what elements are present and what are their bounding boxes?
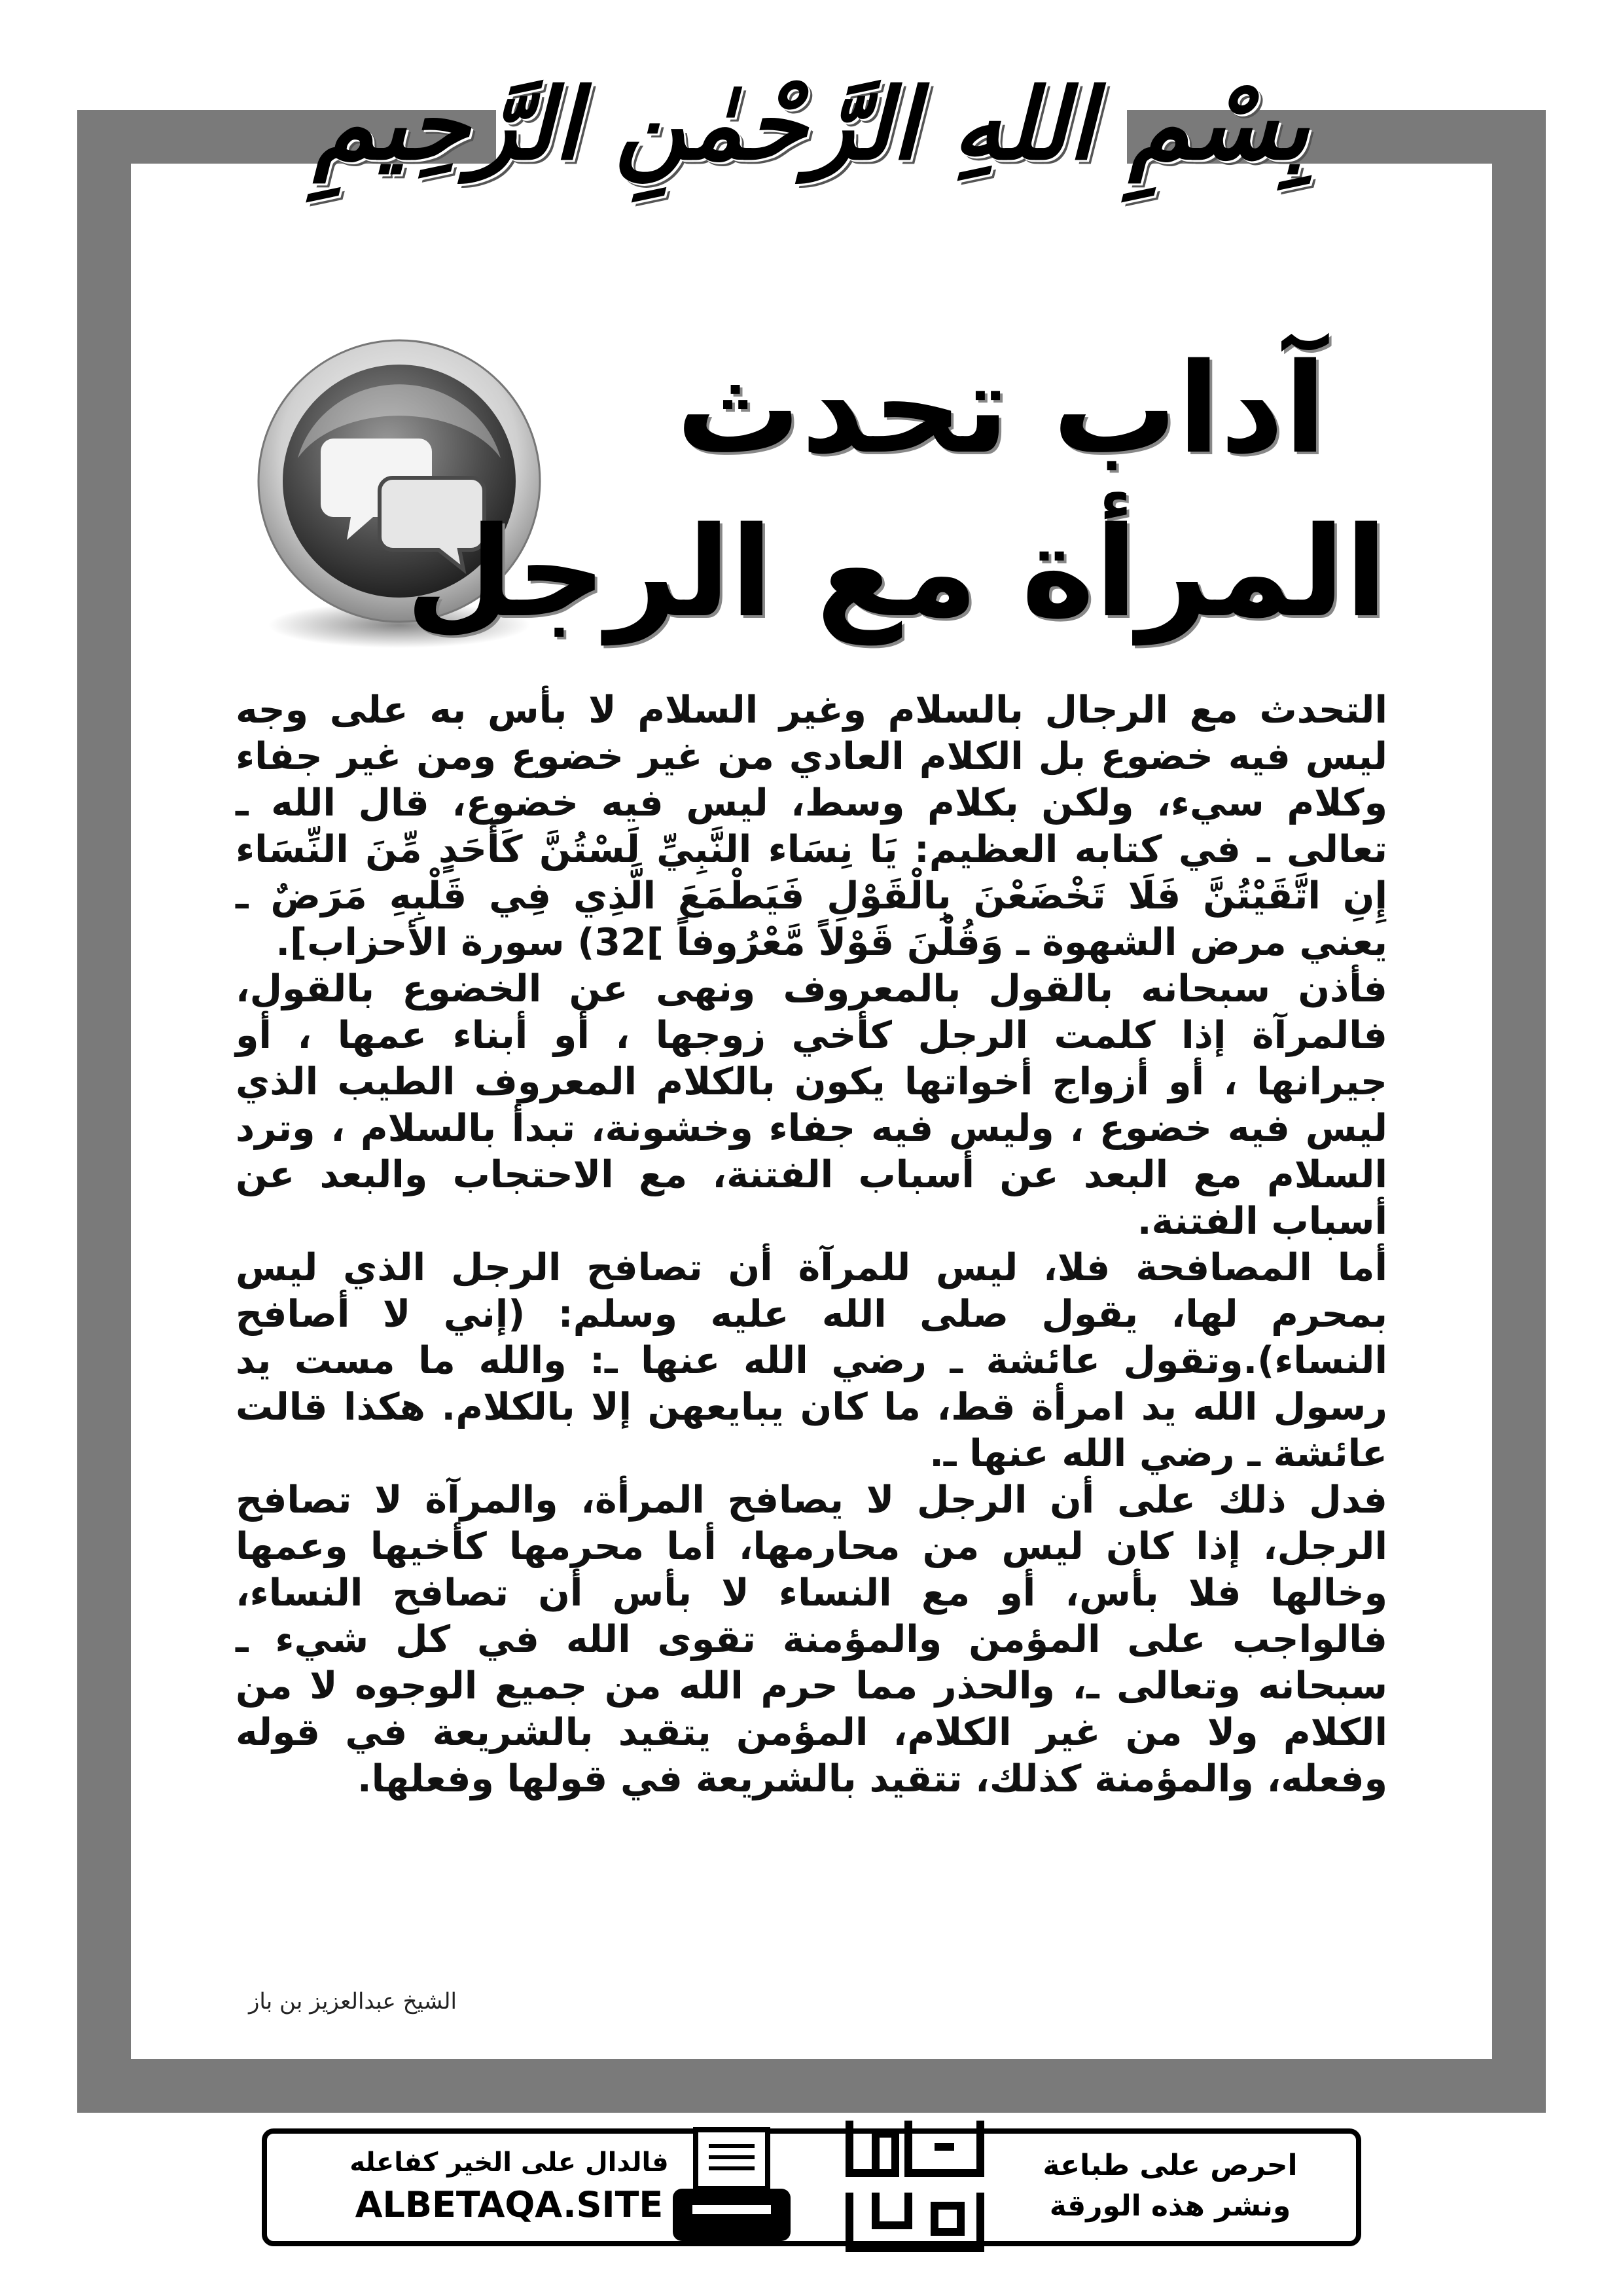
- footer-print-note-line-2: ونشر هذه الورقة: [1049, 2189, 1291, 2223]
- website-link[interactable]: ALBETAQA.SITE: [355, 2184, 664, 2225]
- footer-print-note-line-1: احرص على طباعة: [1043, 2149, 1298, 2182]
- footer-slogan-text: فالدال على الخير كفاعله: [349, 2147, 669, 2178]
- paragraph-3: أما المصافحة فلا، ليس للمرآة أن تصافح الرجل الذي ليس بمحرم لها، يقول صلى الله عليه وسلم: (إني لا أصافح النساء).وتقول عائشة ـ رضي الله عنها ـ: والله ما مست يد رسول الله يد امرأة قط، ما كان يبايعهن إلا بالكلام. هكذا قالت عائشة ـ رضي الله عنها ـ.: [236, 1246, 1387, 1475]
- article-body: [236, 687, 1387, 1803]
- frame-bottom-bar: [77, 2059, 1546, 2113]
- basmala-text: بِسْمِ اللهِ الرَّحْمٰنِ الرَّحِيمِ: [313, 67, 1310, 182]
- printer-icon: [666, 2117, 797, 2254]
- dawah-logo: [836, 2108, 993, 2258]
- frame-left-bar: [77, 110, 131, 2113]
- frame-right-bar: [1492, 110, 1546, 2113]
- paragraph-1: التحدث مع الرجال بالسلام وغير السلام لا بأس به على وجه ليس فيه خضوع بل الكلام العادي من غير خضوع ومن غير جفاء وكلام سيء، ولكن بكلام وسط، ليس فيه خضوع، قال الله ـ تعالى ـ في كتابه العظيم: يَا نِسَاء النَّبِيِّ لَسْتُنَّ كَأَحَدٍ مِّنَ النِّسَاء إِنِ اتَّقَيْتُنَّ فَلَا تَخْضَعْنَ بِالْقَوْلِ فَيَطْمَعَ الَّذِي فِي قَلْبِهِ مَرَضٌ ـ يعني مرض الشهوة ـ وَقُلْنَ قَوْلاً مَّعْرُوفاً ]32) سورة الأحزاب].: [236, 689, 1387, 964]
- title-line-2: المرأة مع الرجل: [405, 500, 1387, 645]
- author-signature: الشيخ عبدالعزيز بن باز: [249, 1988, 457, 2015]
- footer-print-note: [1000, 2145, 1340, 2234]
- page-title: [405, 327, 1387, 655]
- paragraph-4: فدل ذلك على أن الرجل لا يصافح المرأة، والمرآة لا تصافح الرجل، إذا كان ليس من محارمها، أما محرمها كأخيها وعمها وخالها فلا بأس، أو مع النساء لا بأس أن تصافح النساء، فالواجب على المؤمن والمؤمنة تقوى الله في كل شيء ـ سبحانه وتعالى ـ، والحذر مما حرم الله من جميع الوجوه لا من الكلام ولا من غير الكلام، المؤمن يتقيد بالشريعة في قوله وفعله، والمؤمنة كذلك، تتقيد بالشريعة في قولها وفعلها.: [236, 1479, 1387, 1801]
- paragraph-2: فأذن سبحانه بالقول بالمعروف ونهى عن الخضوع بالقول، فالمرآة إذا كلمت الرجل كأخي زوجها ، أو أبناء عمها ، أو جيرانها ، أو أزواج أخواتها يكون بالكلام المعروف الطيب الذي ليس فيه خضوع ، وليس فيه جفاء وخشونة، تبدأ بالسلام ، وترد السلام مع البعد عن أسباب الفتنة، مع الاحتجاب والبعد عن أسباب الفتنة.: [236, 967, 1387, 1243]
- basmala-calligraphy: [313, 26, 1310, 223]
- title-line-1: آداب تحدث: [676, 336, 1327, 481]
- footer-box: [262, 2128, 1361, 2246]
